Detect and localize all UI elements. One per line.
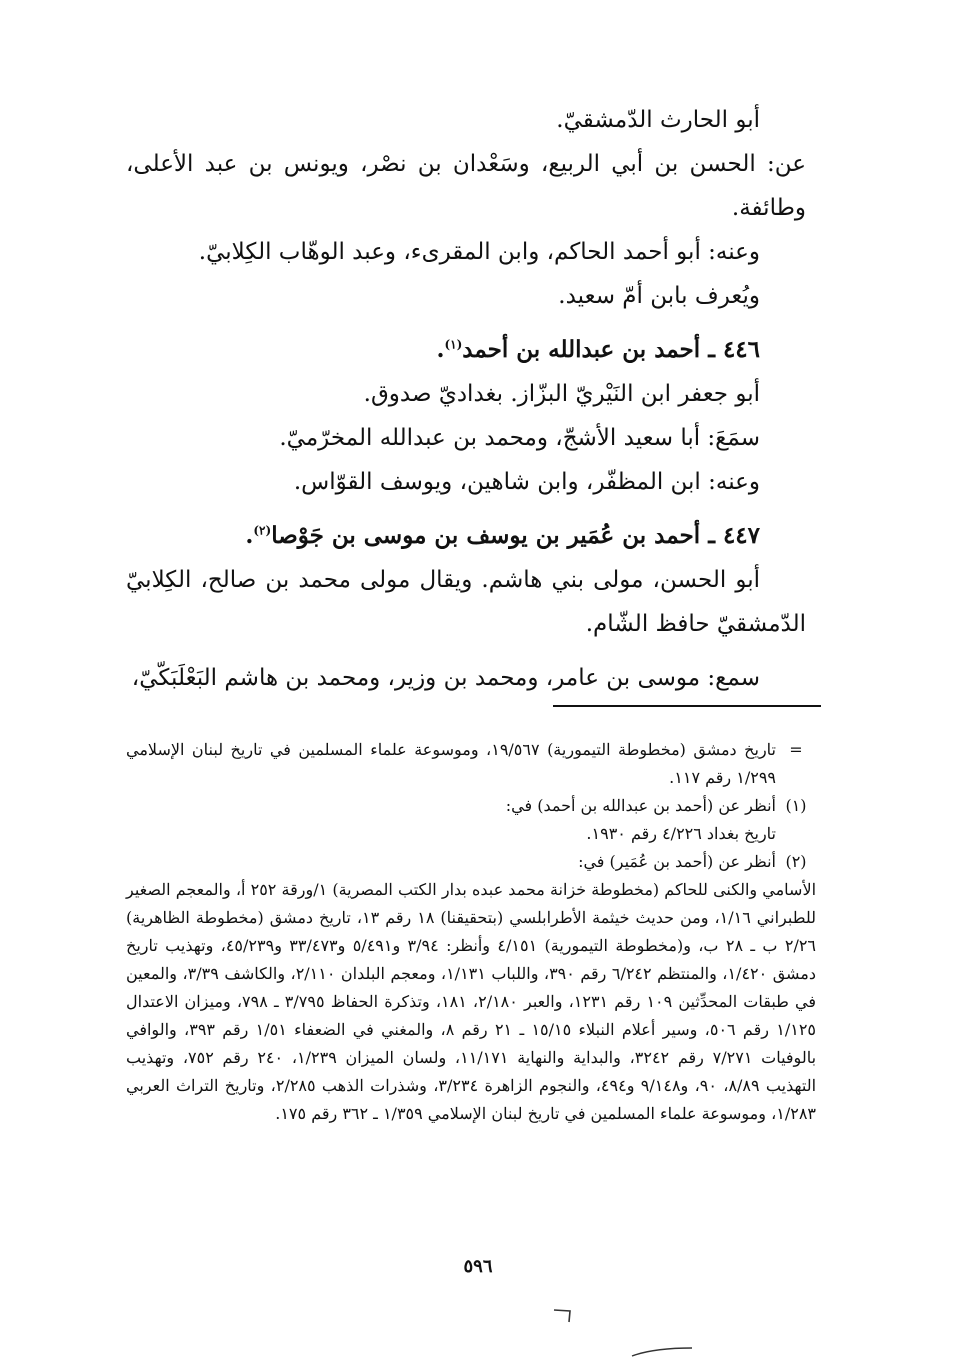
paragraph-teachers-446: سمَعَ: أبا سعيد الأشجّ، ومحمد بن عبدالله المخرّميّ. — [279, 425, 760, 451]
footnote-continuation — [126, 736, 816, 792]
entry-number: ٤٤٧ ـ — [708, 522, 760, 549]
paragraph-known-as: ويُعرف بابن أمّ سعيد. — [558, 283, 760, 309]
paragraph-teachers-447: سمع: موسى بن عامر، ومحمد بن وزير، ومحمد بن هاشم البَعْلَبَكّيّ، — [131, 665, 760, 691]
entry-heading-446 — [126, 328, 760, 372]
pen-mark-icon — [540, 1300, 600, 1370]
entry-number: ٤٤٦ ـ — [708, 336, 760, 363]
footnote-2-body — [126, 876, 816, 1128]
paragraph-kunya: أبو الحارث الدّمشقيّ. — [556, 107, 760, 133]
paragraph-students: وعنه: أبو أحمد الحاكم، وابن المقرىء، وعبد الوهّاب الكِلابيّ. — [198, 239, 760, 265]
entry-name: أحمد بن عبدالله بن أحمد — [462, 336, 701, 363]
footnote-text: أنظر عن (أحمد بن عبدالله بن أحمد) في: — [505, 796, 776, 815]
entry-name: أحمد بن عُمَير بن يوسف بن موسى بن جَوْصا — [271, 522, 701, 549]
footnote-text: أنظر عن (أحمد بن عُمَير) في: — [578, 852, 776, 871]
footnote-separator — [553, 705, 821, 707]
footnote-ref-2[interactable]: (٢) — [253, 523, 272, 538]
page-number: ٥٩٦ — [463, 1256, 493, 1277]
main-text — [126, 98, 806, 700]
footnote-marker: (٢) — [785, 852, 807, 871]
footnote-marker: = — [789, 740, 803, 759]
footnotes — [126, 736, 816, 1128]
paragraph-teachers: عن: الحسن بن أبي الربيع، وسَعْدان بن نصْر، ويونس بن عبد الأعلى، وطائفة. — [126, 151, 806, 221]
paragraph-students-446: وعنه: ابن المظفّر، وابن شاهين، ويوسف القوّاس. — [293, 469, 760, 495]
entry-end: . — [245, 522, 254, 549]
footnote-text: الأسامي والكنى للحاكم (مخطوطة خزانة محمد عبده بدار الكتب المصرية) ١/ورقة ٢٥٢ أ، والمعجم الصغير للطبراني ١/١٦، ومن حديث خيثمة الأطرابلسي (بتحقيقنا) ١٨ رقم ١٣، تاريخ دمشق (مخطوطة الظاهرية) ٢/٢٦ ب ـ ٢٨ ب، و(مخطوطة التيمورية) ٤/١٥١ وأنظر: ٣/٩٤ و٥/٤٩١ و٣٣/٤٧٣ و٤٥/٢٣٩، وتهذيب تاريخ دمشق ١/٤٢٠، والمنتظم ٦/٢٤٢ رقم ٣٩٠، واللباب ١/١٣١، ومعجم البلدان ٢/١١٠، والكاشف ٣/٣٩، والمعين في طبقات المحدِّثين ١٠٩ رقم ١٢٣١، والعبر ٢/١٨٠، ١٨١، وتذكرة الحفاظ ٣/٧٩٥ ـ ٧٩٨، وميزان الاعتدال ١/١٢٥ رقم ٥٠٦، وسير أعلام النبلاء ١٥/١٥ ـ ٢١ رقم ٨، والمغني في الضعفاء ١/٥١ رقم ٣٩٣، والوافي بالوفيات ٧/٢٧١ رقم ٣٢٤٢، والبداية والنهاية ١١/١٧١، ولسان الميزان ١/٢٣٩، ٢٤٠ رقم ٧٥٢، وتهذيب التهذيب ٨/٨٩، ٩٠، و٩/١٤٨ و٤٩٤، والنجوم الزاهرة ٣/٢٣٤، وشذرات الذهب ٢/٢٨٥، وتاريخ التراث العربي ١/٢٨٣، وموسوعة علماء المسلمين في تاريخ لبنان الإسلامي ١/٣٥٩ ـ ٣٦٢ رقم ١٧٥. — [126, 880, 817, 1123]
footnote-ref-1[interactable]: (١) — [444, 337, 463, 352]
footnote-2 — [126, 848, 816, 876]
entry-heading-447 — [126, 514, 760, 558]
footnote-1 — [126, 792, 816, 848]
footnote-text: تاريخ دمشق (مخطوطة التيمورية) ١٩/٥٦٧، وموسوعة علماء المسلمين في تاريخ لبنان الإسلامي ١/٢٩٩ رقم ١١٧. — [126, 740, 777, 787]
footnote-marker: (١) — [785, 796, 807, 815]
paragraph-kunya-446: أبو جعفر ابن النَيْريّ البزّاز. بغداديّ صدوق. — [363, 381, 760, 407]
paragraph-kunya-447: أبو الحسن، مولى بني هاشم. ويقال مولى محمد بن صالح، الكِلابيّ الدّمشقيّ حافظ الشّام. — [126, 567, 806, 637]
footnote-text: تاريخ بغداد ٤/٢٢٦ رقم ١٩٣٠. — [586, 824, 776, 843]
entry-end: . — [436, 336, 445, 363]
pen-stroke-icon — [628, 1342, 698, 1362]
